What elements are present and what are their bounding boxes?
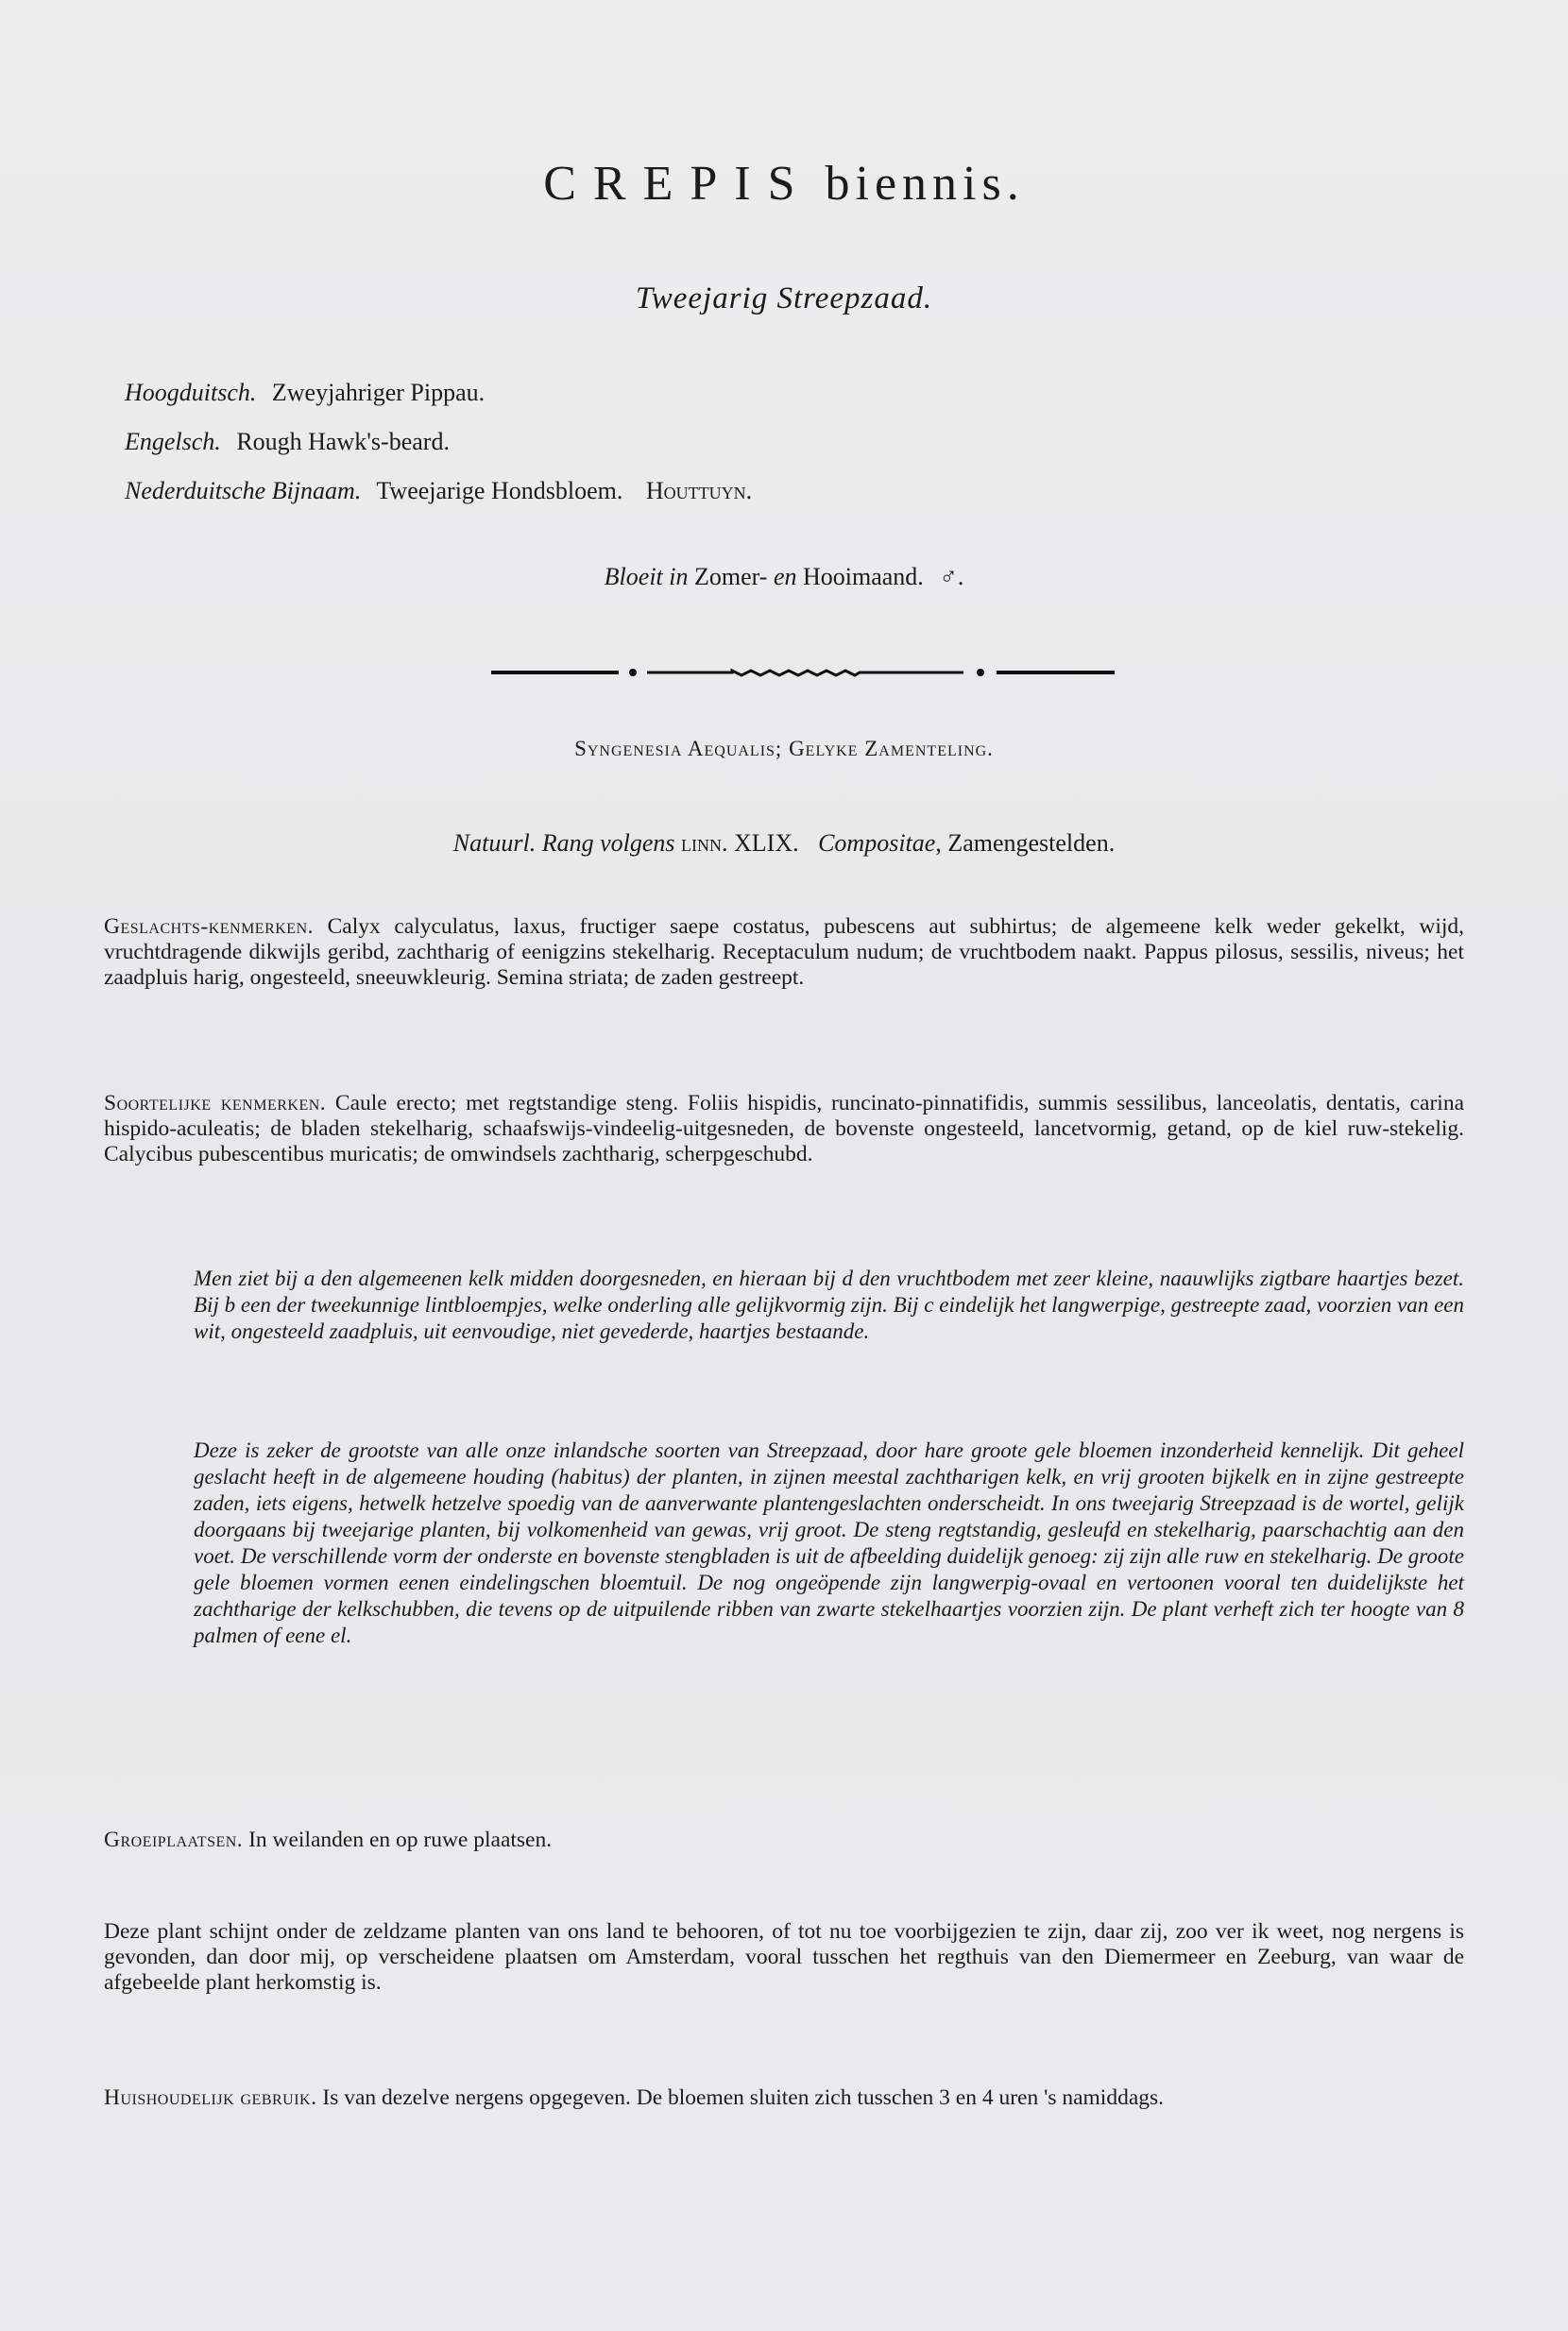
vernacular-name: Zweyjahriger Pippau.	[271, 379, 486, 406]
species-characters-text: Caule erecto; met regtstandige steng. Foliis hispidis, runcinato-pinnatifidis, summis sessilibus, lanceolatis, dentatis, carina hispido-aculeatis; de bladen stekelharig, schaafswijs-vindeelig-uitgesneden, de bovenste ongesteeld, lancetvormig, getand, op de kiel ruw-stekelig. Calycibus pubescentibus muricatis; de omwindsels zachtharig, scherpgeschubd.	[104, 1091, 1465, 1166]
rank-family-nl: , Zamengestelden.	[935, 829, 1116, 857]
species-characters	[104, 1091, 1464, 1167]
divider-dot-left	[629, 669, 637, 676]
divider-wave	[647, 671, 963, 675]
title-species: biennis.	[825, 157, 1025, 211]
bloom-joiner: en	[773, 563, 797, 590]
rarity-paragraph: Deze plant schijnt onder de zeldzame planten van ons land te behooren, of tot nu toe voorbijgezien te zijn, daar zij, zoo ver ik weet, nog nergens is gevonden, dan door mij, op verscheidene plaatsen om Amsterdam, vooral tusschen het regthuis van den Diemermeer en Zeeburg, van waar de afgebeelde plant herkomstig is.	[104, 1919, 1464, 1995]
habitat	[104, 1828, 1464, 1853]
description: Deze is zeker de grootste van alle onze inlandsche soorten van Streepzaad, door hare groote gele bloemen inzonderheid kennelijk. Dit geheel geslacht heeft in de algemeene houding (habitus) der planten, in zijnen meestal zachtharigen kelk, en vrij grooten bijkelk en in zijne gestreepte zaden, iets eigens, hetwelk hetzelve spoedig van de aanverwante plantengeslachten onderscheidt. In ons tweejarig Streepzaad is de wortel, gelijk doorgaans bij tweejarige planten, bij volkomenheid van gewas, vrij groot. De steng regtstandig, gesleufd en stekelharig, paarschachtig aan den voet. De verschillende vorm der onderste en bovenste stengbladen is uit de afbeelding duidelijk genoeg: zij zijn alle ruw en stekelharig. De groote gele bloemen vormen eenen eindelingschen bloemtuil. De nog ongeöpende zijn langwerpig-ovaal en vertoonen vooral ten duidelijkste het zachtharige der kelkschubben, die tevens op de uitpuilende ribben van zwarte stekelhaartjes voorzien zijn. De plant verheft zich ter hoogte van 8 palmen of eene el.	[194, 1438, 1464, 1647]
bloom-line	[0, 563, 1568, 591]
rank-number: XLIX.	[734, 829, 799, 857]
vernacular-name: Tweejarige Hondsbloem.	[376, 477, 623, 504]
household-use	[104, 2085, 1464, 2111]
figure-note: Men ziet bij a den algemeenen kelk midden doorgesneden, en hieraan bij d den vruchtbodem met zeer kleine, naauwlijks zigtbare haartjes bezet. Bij b een der tweekunnige lintbloempjes, welke onderling alle gelijkvormig zijn. Bij c eindelijk het langwerpige, gestreepte zaad, voorzien van een wit, ongesteeld zaadpluis, uit eenvoudige, niet gevederde, haartjes bestaande.	[194, 1267, 1464, 1343]
bloom-prefix: Bloeit in	[604, 563, 689, 590]
classification: Syngenesia Aequalis; Gelyke Zamenteling.	[574, 737, 994, 760]
vernacular-german	[125, 368, 752, 417]
male-symbol-icon: ♂.	[939, 563, 964, 590]
divider-dot-right	[977, 669, 984, 676]
rank-linn: linn.	[681, 829, 728, 857]
rank-prefix: Natuurl. Rang volgens	[452, 829, 675, 857]
ornamental-divider	[491, 661, 1115, 684]
rank-family: Compositae	[818, 829, 936, 857]
vernacular-english	[125, 417, 752, 467]
vernacular-dutch	[125, 467, 752, 516]
language-label: Engelsch.	[125, 428, 221, 455]
household-text: Is van dezelve nergens opgegeven. De bloemen sluiten zich tusschen 3 en 4 uren 's namiddags.	[322, 2085, 1165, 2110]
species-characters-heading: Soortelijke kenmerken.	[104, 1091, 327, 1115]
genus-characters-text: Calyx calyculatus, laxus, fructiger saepe costatus, pubescens aut subhirtus; de algemeene kelk weder gekelkt, wijd, vruchtdragende dikwijls geribd, zachtharig of eenigzins stekelharig. Receptaculum nudum; de vruchtbodem naakt. Pappus pilosus, sessilis, niveus; het zaadpluis harig, ongesteeld, sneeuwkleurig. Semina striata; de zaden gestreept.	[104, 914, 1465, 990]
subtitle: Tweejarig Streepzaad.	[635, 281, 933, 315]
bloom-month-1: Zomer-	[694, 563, 768, 590]
vernacular-names	[125, 368, 752, 516]
vernacular-author: Houttuyn.	[645, 477, 753, 504]
language-label: Nederduitsche Bijnaam.	[125, 477, 362, 504]
title-genus: CREPIS	[543, 157, 812, 211]
genus-characters-heading: Geslachts-kenmerken.	[104, 914, 315, 939]
genus-characters	[104, 914, 1464, 991]
household-heading: Huishoudelijk gebruik.	[104, 2085, 317, 2110]
bloom-month-2: Hooimaand.	[803, 563, 924, 590]
vernacular-name: Rough Hawk's-beard.	[236, 428, 450, 455]
language-label: Hoogduitsch.	[125, 379, 257, 406]
habitat-text: In weilanden en op ruwe plaatsen.	[248, 1828, 553, 1852]
natural-rank	[0, 829, 1568, 858]
page-title	[0, 156, 1568, 212]
habitat-heading: Groeiplaatsen.	[104, 1828, 244, 1852]
